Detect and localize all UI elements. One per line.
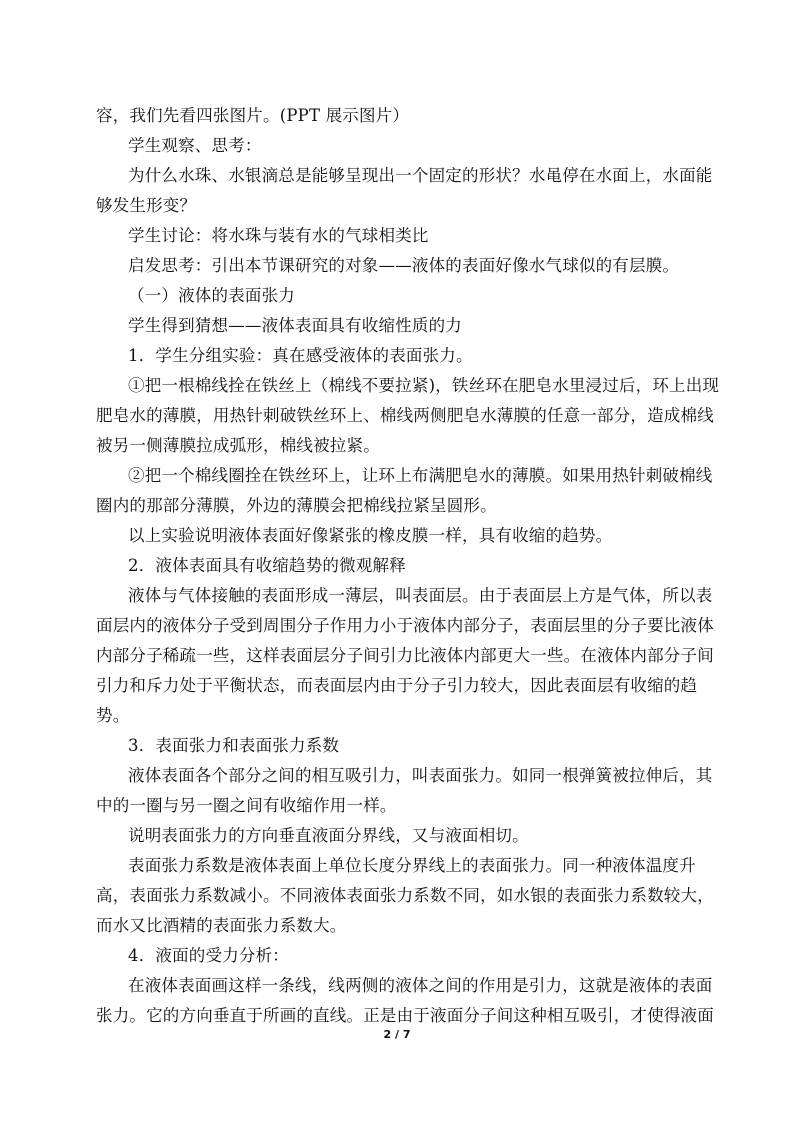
text-line-17: 液体与气体接触的表面形成一薄层，叫表面层。由于表面层上方是气体，所以表	[128, 586, 713, 605]
text-line-25: 说明表面张力的方向垂直液面分界线，又与液面相切。	[128, 826, 529, 845]
section-heading-1: （一）液体的表面张力	[128, 286, 295, 305]
text-line-4: 够发生形变？	[96, 196, 197, 215]
text-line-13: ②把一个棉线圈拴在铁丝环上，让环上布满肥皂水的薄膜。如果用热针刺破棉线	[128, 466, 713, 485]
subheading-4: 4．液面的受力分析：	[128, 946, 289, 965]
text-line-26: 表面张力系数是液体表面上单位长度分界线上的表面张力。同一种液体温度升	[128, 856, 696, 875]
text-line-18: 面层内的液体分子受到周围分子作用力小于液体内部分子，表面层里的分子要比液体	[96, 616, 714, 635]
text-line-30: 在液体表面画这样一条线，线两侧的液体之间的作用是引力，这就是液体的表面	[128, 976, 713, 995]
text-line-15: 以上实验说明液体表面好像紧张的橡皮膜一样，具有收缩的趋势。	[128, 526, 613, 545]
text-line-5: 学生讨论：将水珠与装有水的气球相类比	[128, 226, 429, 245]
text-line-6: 启发思考：引出本节课研究的对象——液体的表面好像水气球似的有层膜。	[128, 256, 680, 275]
text-line-2: 学生观察、思考：	[128, 136, 262, 155]
text-line-31: 张力。它的方向垂直于所画的直线。正是由于液面分子间这种相互吸引，才使得液面	[96, 1006, 714, 1025]
text-line-21: 势。	[96, 706, 130, 725]
text-line-14: 圈内的那部分薄膜，外边的薄膜会把棉线拉紧呈圆形。	[96, 496, 497, 515]
subheading-2: 2．液体表面具有收缩趋势的微观解释	[128, 556, 406, 575]
text-line-12: 被另一侧薄膜拉成弧形，棉线被拉紧。	[96, 436, 380, 455]
page-number: 2 / 7	[383, 1028, 411, 1041]
subheading-1: 1．学生分组实验：真在感受液体的表面张力。	[128, 346, 473, 365]
text-line-28: 而水又比酒精的表面张力系数大。	[96, 916, 347, 935]
text-line-19: 内部分子稀疏一些，这样表面层分子间引力比液体内部更大一些。在液体内部分子间	[96, 646, 714, 665]
text-line-27: 高，表面张力系数减小。不同液体表面张力系数不同，如水银的表面张力系数较大，	[96, 886, 714, 905]
text-line-1: 容，我们先看四张图片。(PPT 展示图片）	[96, 106, 410, 125]
text-line-10: ①把一根棉线拴在铁丝上（棉线不要拉紧)，铁丝环在肥皂水里浸过后，环上出现	[128, 376, 720, 395]
text-line-3: 为什么水珠、水银滴总是能够呈现出一个固定的形状？水黾停在水面上，水面能	[128, 166, 713, 185]
text-line-8: 学生得到猜想——液体表面具有收缩性质的力	[128, 316, 462, 335]
text-line-11: 肥皂水的薄膜，用热针刺破铁丝环上、棉线两侧肥皂水薄膜的任意一部分，造成棉线	[96, 406, 714, 425]
text-line-23: 液体表面各个部分之间的相互吸引力，叫表面张力。如同一根弹簧被拉伸后，其	[128, 766, 713, 785]
text-line-24: 中的一圈与另一圈之间有收缩作用一样。	[96, 796, 397, 815]
subheading-3: 3．表面张力和表面张力系数	[128, 736, 340, 755]
text-line-20: 引力和斥力处于平衡状态，而表面层内由于分子引力较大，因此表面层有收缩的趋	[96, 676, 698, 695]
